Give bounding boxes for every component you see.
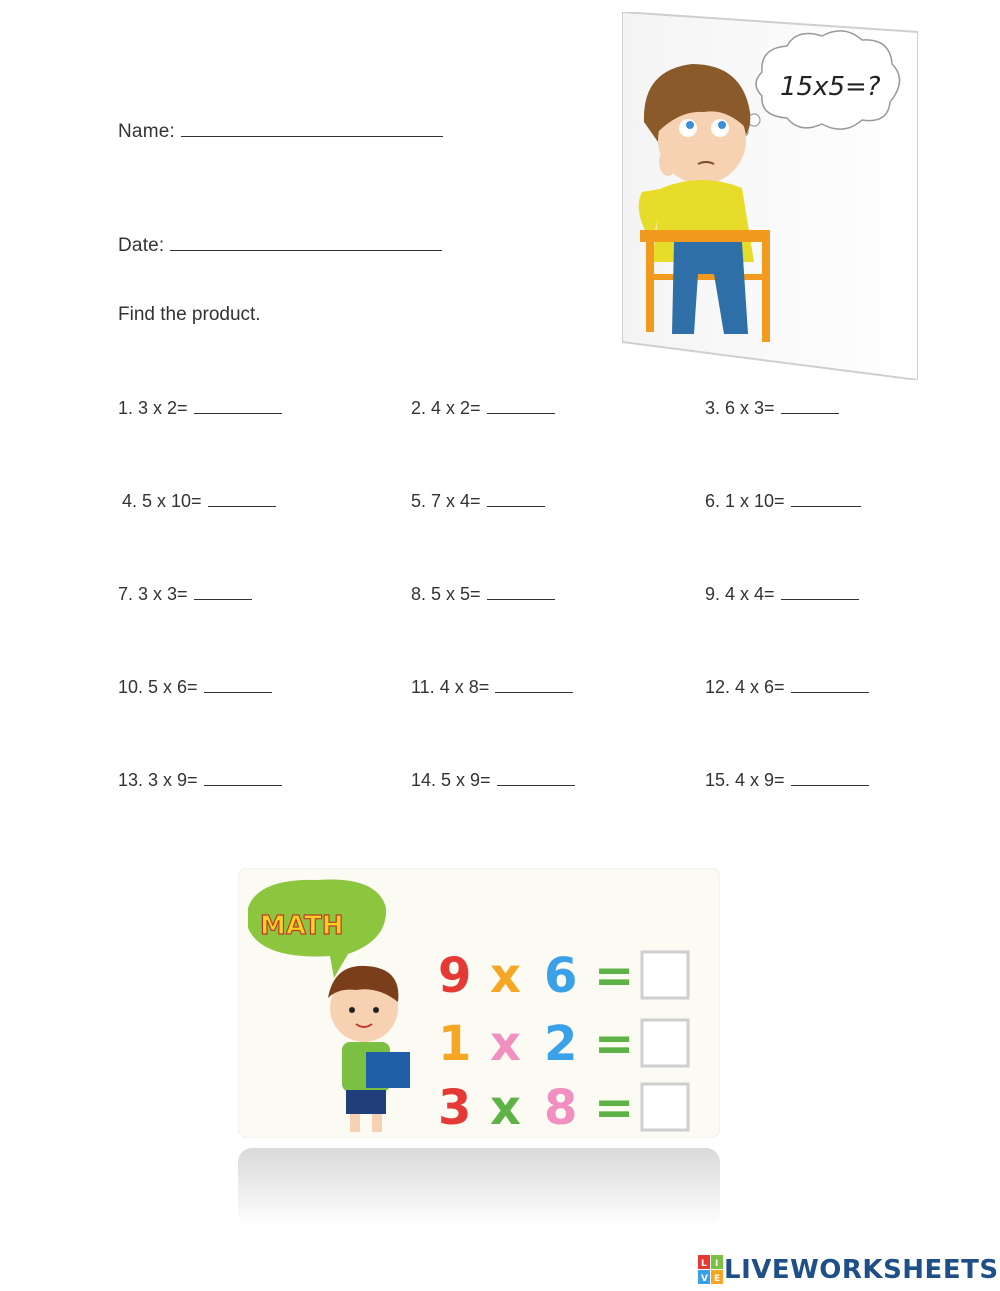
- eq2-op: x: [490, 1016, 521, 1072]
- problem-13: 13. 3 x 9=: [118, 770, 282, 791]
- eq1-b: 6: [544, 948, 578, 1004]
- math-card-illustration: [238, 868, 720, 1138]
- eq2-b: 2: [544, 1016, 578, 1072]
- answer-blank-12[interactable]: [791, 678, 869, 693]
- answer-blank-10[interactable]: [204, 678, 272, 693]
- svg-text:V: V: [701, 1274, 708, 1284]
- answer-blank-15[interactable]: [791, 771, 869, 786]
- eq1-a: 9: [438, 948, 472, 1004]
- eq1-op: x: [490, 948, 521, 1004]
- date-field[interactable]: [170, 234, 442, 251]
- eq3-op: x: [490, 1080, 521, 1136]
- problem-4: 4. 5 x 10=: [122, 491, 276, 512]
- problem-11: 11. 4 x 8=: [411, 677, 573, 698]
- eq3-eq: =: [594, 1080, 635, 1136]
- name-label: Name:: [118, 121, 175, 142]
- eq3-answer-box: [642, 1084, 688, 1130]
- thinking-boy-illustration: [622, 12, 918, 380]
- svg-text:I: I: [715, 1259, 719, 1269]
- problem-2: 2. 4 x 2=: [411, 398, 555, 419]
- date-label: Date:: [118, 235, 165, 256]
- answer-blank-5[interactable]: [487, 492, 545, 507]
- answer-blank-14[interactable]: [497, 771, 575, 786]
- svg-text:L: L: [701, 1259, 707, 1269]
- problem-8: 8. 5 x 5=: [411, 584, 555, 605]
- answer-blank-13[interactable]: [204, 771, 282, 786]
- problem-7: 7. 3 x 3=: [118, 584, 252, 605]
- problem-9: 9. 4 x 4=: [705, 584, 859, 605]
- svg-text:E: E: [714, 1274, 721, 1284]
- problem-5: 5. 7 x 4=: [411, 491, 545, 512]
- math-card-reflection: [238, 1148, 720, 1228]
- eq3-b: 8: [544, 1080, 578, 1136]
- problem-1: 1. 3 x 2=: [118, 398, 282, 419]
- eq1-eq: =: [594, 948, 635, 1004]
- answer-blank-9[interactable]: [781, 585, 859, 600]
- name-row: [118, 120, 443, 143]
- answer-blank-7[interactable]: [194, 585, 252, 600]
- math-badge-text: MATH: [260, 911, 344, 941]
- name-field[interactable]: [181, 120, 443, 137]
- answer-blank-6[interactable]: [791, 492, 861, 507]
- problem-10: 10. 5 x 6=: [118, 677, 272, 698]
- liveworksheets-logo: [698, 1255, 999, 1285]
- eq2-eq: =: [594, 1016, 635, 1072]
- problem-12: 12. 4 x 6=: [705, 677, 869, 698]
- answer-blank-3[interactable]: [781, 399, 839, 414]
- instructions: Find the product.: [118, 304, 261, 325]
- eq3-a: 3: [438, 1080, 472, 1136]
- problem-3: 3. 6 x 3=: [705, 398, 839, 419]
- answer-blank-4[interactable]: [208, 492, 276, 507]
- problem-15: 15. 4 x 9=: [705, 770, 869, 791]
- eq2-answer-box: [642, 1020, 688, 1066]
- date-row: [118, 234, 442, 257]
- problem-14: 14. 5 x 9=: [411, 770, 575, 791]
- answer-blank-2[interactable]: [487, 399, 555, 414]
- liveworksheets-mark-icon: [698, 1255, 724, 1285]
- answer-blank-8[interactable]: [487, 585, 555, 600]
- answer-blank-11[interactable]: [495, 678, 573, 693]
- logo-text: LIVEWORKSHEETS: [724, 1255, 999, 1285]
- thought-bubble-text: 15x5=?: [780, 72, 881, 102]
- problem-6: 6. 1 x 10=: [705, 491, 861, 512]
- eq2-a: 1: [438, 1016, 472, 1072]
- eq1-answer-box: [642, 952, 688, 998]
- answer-blank-1[interactable]: [194, 399, 282, 414]
